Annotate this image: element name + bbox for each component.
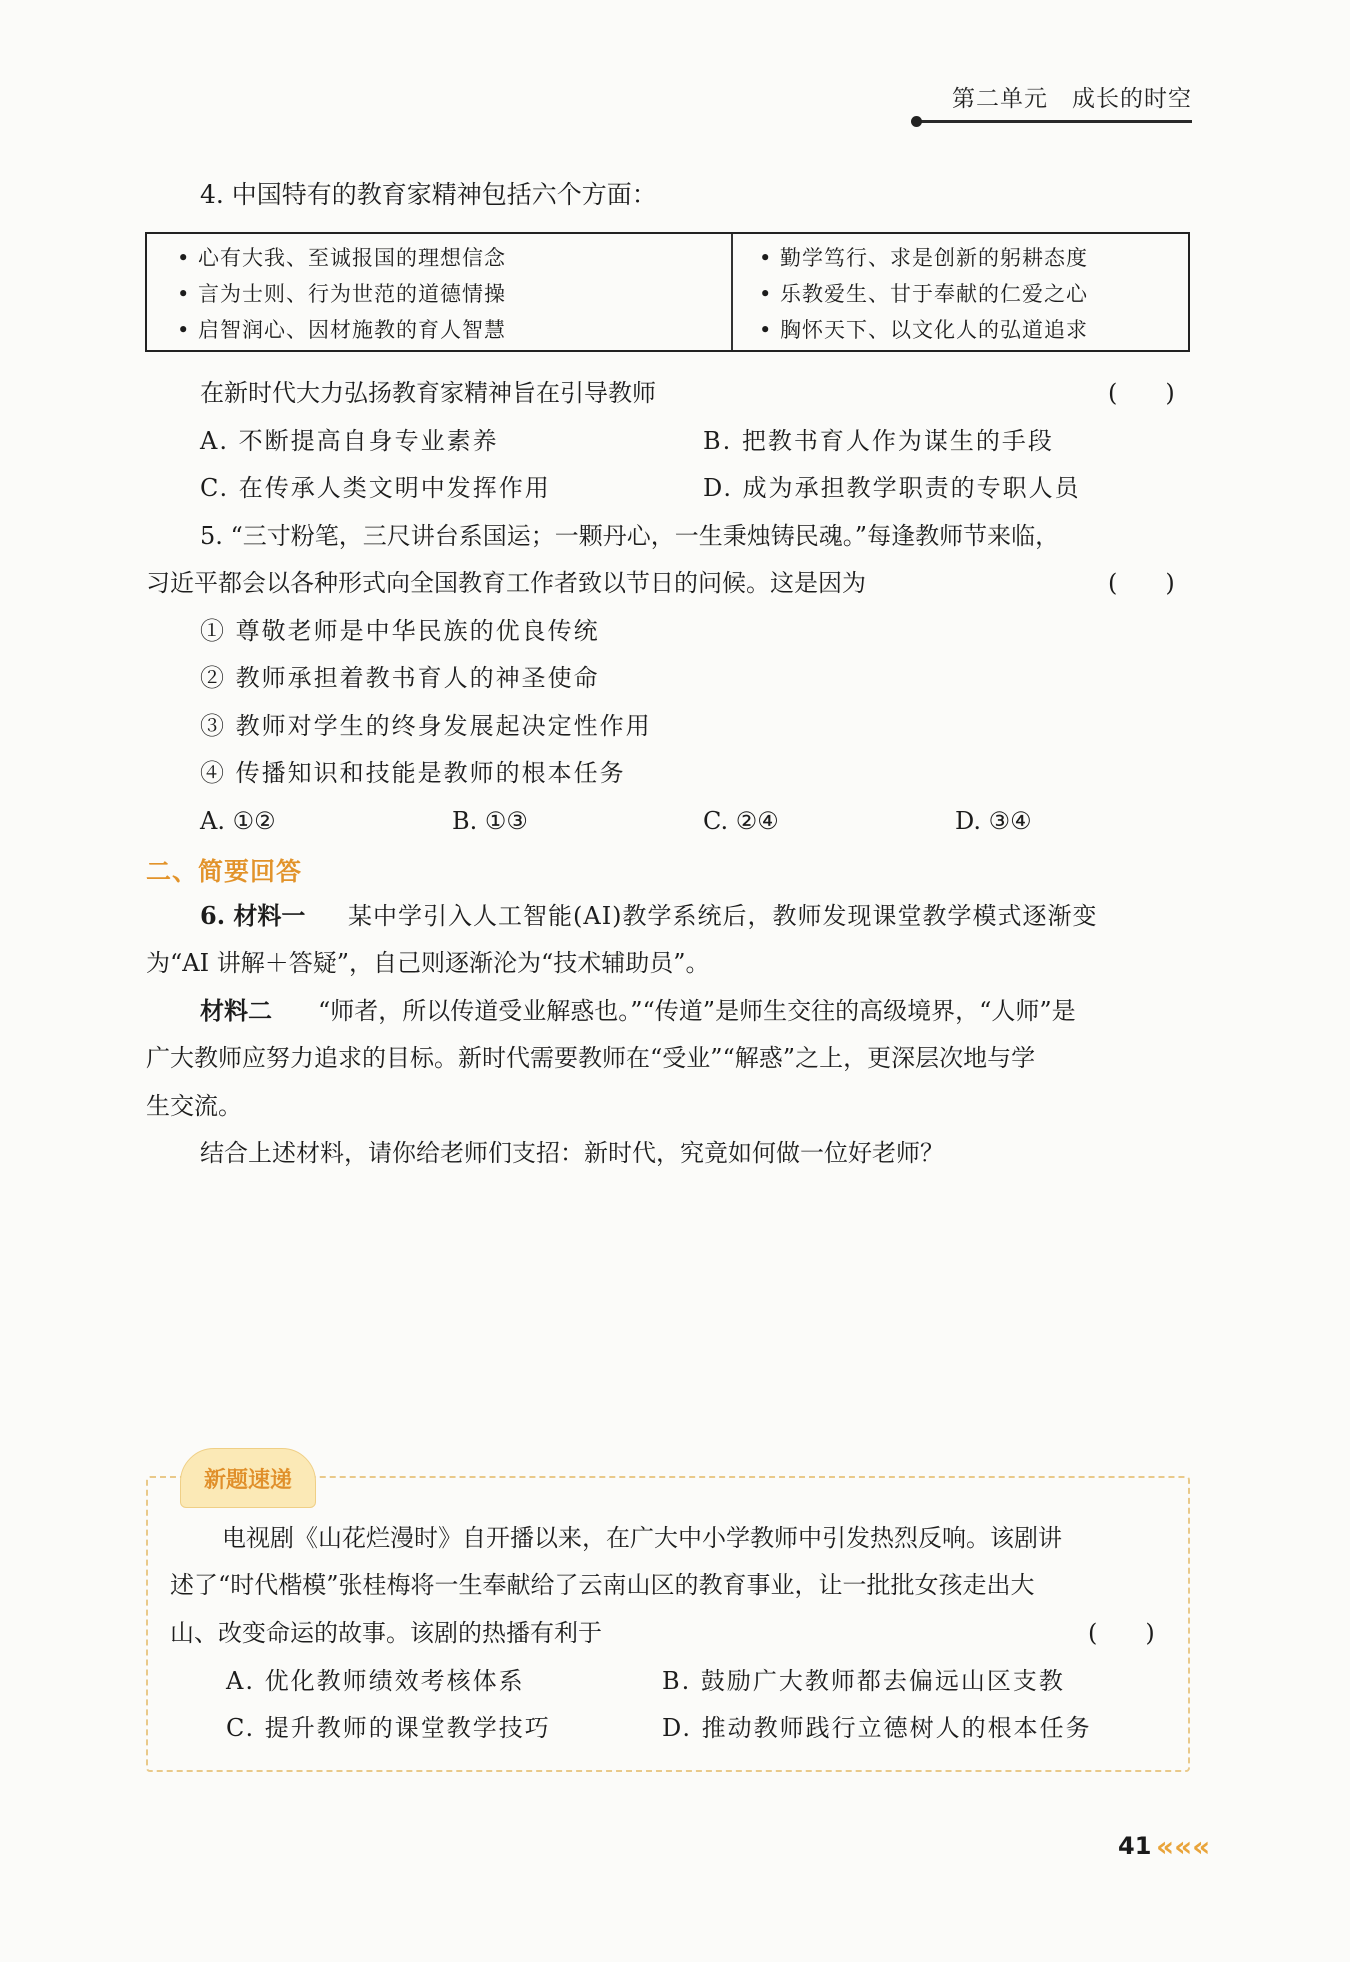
material-one-text: 为“AI 讲解＋答疑”，自己则逐渐沦为“技术辅助员”。 (146, 949, 710, 977)
option-a[interactable]: A. 优化教师绩效考核体系 (226, 1667, 525, 1695)
q5-line-1: 5. “三寸粉笔，三尺讲台系国运；一颗丹心，一生秉烛铸民魂。”每逢教师节来临， (200, 522, 1060, 550)
education-spirit-table (145, 232, 1190, 352)
table-divider (731, 234, 733, 350)
option-a[interactable]: A. ①② (200, 807, 276, 835)
q4-question: 在新时代大力弘扬教育家精神旨在引导教师 (200, 379, 656, 407)
table-cell: • 乐教爱生、甘于奉献的仁爱之心 (759, 282, 1089, 306)
section-heading: 二、简要回答 (146, 857, 303, 886)
table-cell: • 启智润心、因材施教的育人智慧 (177, 318, 507, 342)
chevron-left-icon: ««« (1156, 1830, 1211, 1863)
option-c[interactable]: C. 在传承人类文明中发挥作用 (200, 474, 551, 502)
material-two-text: “师者，所以传道受业解惑也。”“传道”是师生交往的高级境界，“人师”是 (318, 997, 1076, 1025)
q4-stem: 4. 中国特有的教育家精神包括六个方面： (200, 180, 657, 209)
unit-header (915, 80, 1192, 123)
new-topic-line: 山、改变命运的故事。该剧的热播有利于 (170, 1619, 602, 1647)
answer-bracket[interactable]: ( ) (1088, 1619, 1155, 1647)
header-dot-icon (911, 116, 922, 127)
q6-question: 结合上述材料，请你给老师们支招：新时代，究竟如何做一位好老师？ (200, 1139, 944, 1167)
table-cell: • 胸怀天下、以文化人的弘道追求 (759, 318, 1089, 342)
material-two-text: 广大教师应努力追求的目标。新时代需要教师在“受业”“解惑”之上，更深层次地与学 (146, 1044, 1036, 1072)
statement-item: ② 教师承担着教书育人的神圣使命 (200, 664, 600, 692)
table-cell: • 勤学笃行、求是创新的躬耕态度 (759, 246, 1089, 270)
statement-item: ① 尊敬老师是中华民族的优良传统 (200, 617, 600, 645)
option-b[interactable]: B. 把教书育人作为谋生的手段 (703, 427, 1054, 455)
material-two-text: 生交流。 (146, 1092, 242, 1120)
material-one-label: 6. 材料一 (200, 901, 306, 930)
unit-title: 第二单元 成长的时空 (952, 86, 1192, 112)
option-b[interactable]: B. 鼓励广大教师都去偏远山区支教 (662, 1667, 1065, 1695)
table-cell: • 言为士则、行为世范的道德情操 (177, 282, 507, 306)
option-c[interactable]: C. ②④ (703, 807, 779, 835)
material-two-label: 材料二 (200, 996, 272, 1025)
new-topic-tag-label: 新题速递 (203, 1468, 292, 1493)
q5-line-2: 习近平都会以各种形式向全国教育工作者致以节日的问候。这是因为 (146, 569, 866, 597)
option-d[interactable]: D. ③④ (955, 807, 1032, 835)
statement-item: ③ 教师对学生的终身发展起决定性作用 (200, 712, 652, 740)
page-number: 41 (1118, 1832, 1152, 1860)
option-a[interactable]: A. 不断提高自身专业素养 (200, 427, 499, 455)
answer-bracket[interactable]: ( ) (1108, 379, 1175, 407)
new-topic-tag (180, 1448, 316, 1508)
option-b[interactable]: B. ①③ (452, 807, 528, 835)
new-topic-line: 述了“时代楷模”张桂梅将一生奉献给了云南山区的教育事业，让一批批女孩走出大 (170, 1571, 1035, 1599)
statement-item: ④ 传播知识和技能是教师的根本任务 (200, 759, 626, 787)
option-c[interactable]: C. 提升教师的课堂教学技巧 (226, 1714, 551, 1742)
material-one-text: 某中学引入人工智能(AI)教学系统后，教师发现课堂教学模式逐渐变 (348, 902, 1098, 930)
table-cell: • 心有大我、至诚报国的理想信念 (177, 246, 507, 270)
new-topic-line: 电视剧《山花烂漫时》自开播以来，在广大中小学教师中引发热烈反响。该剧讲 (222, 1524, 1062, 1552)
option-d[interactable]: D. 推动教师践行立德树人的根本任务 (662, 1714, 1092, 1742)
answer-bracket[interactable]: ( ) (1108, 569, 1175, 597)
option-d[interactable]: D. 成为承担教学职责的专职人员 (703, 474, 1081, 502)
